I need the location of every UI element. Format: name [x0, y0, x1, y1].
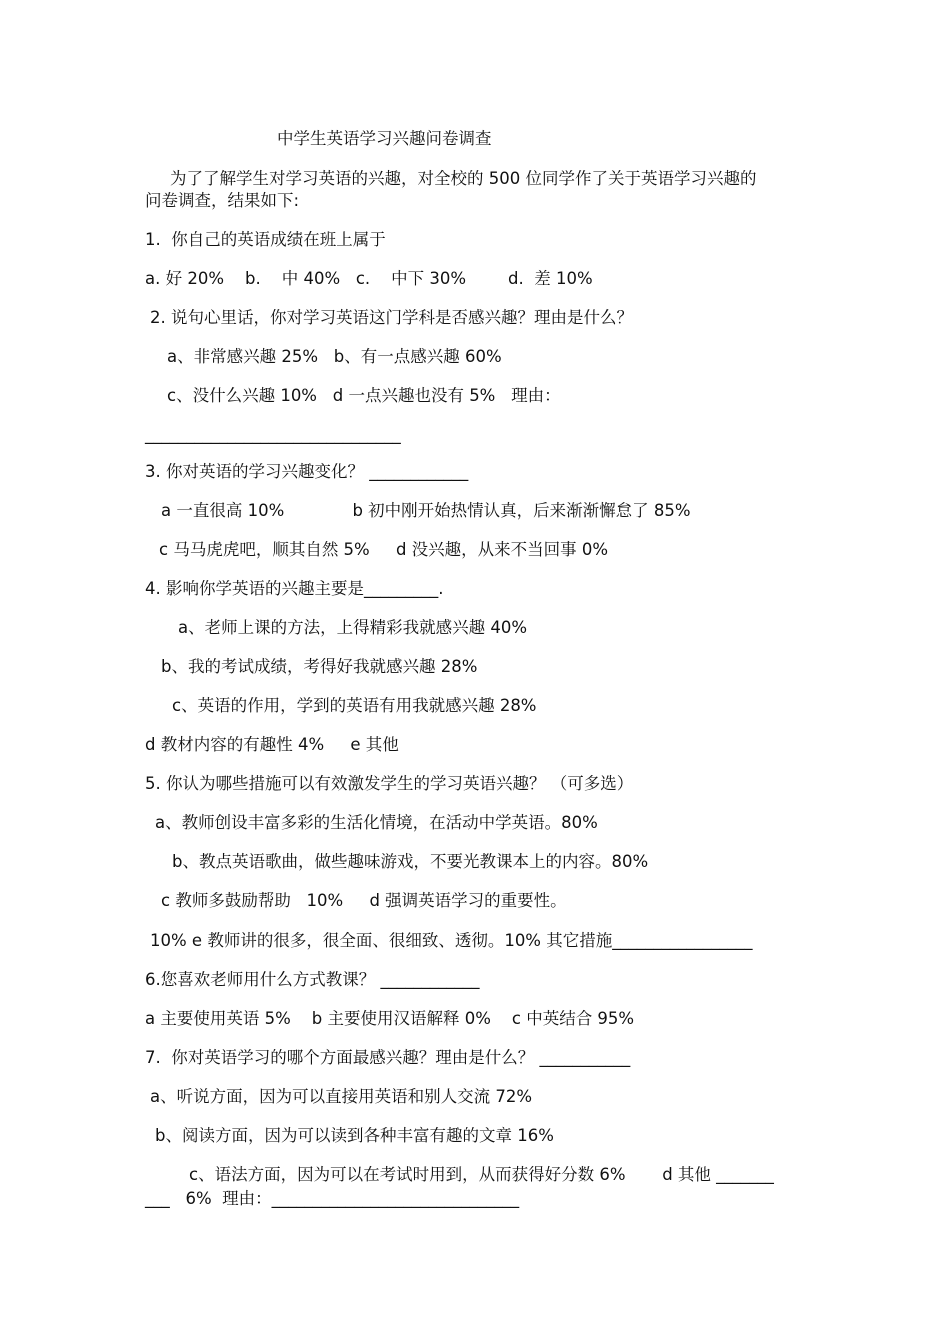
question-4-option-a: a、老师上课的方法，上得精彩我就感兴趣 40%: [178, 618, 528, 637]
question-1: 1. 你自己的英语成绩在班上属于: [145, 230, 386, 249]
question-4-option-c: c、英语的作用，学到的英语有用我就感兴趣 28%: [172, 696, 537, 715]
question-2: 2. 说句心里话，你对学习英语这门学科是否感兴趣？理由是什么？: [150, 308, 633, 327]
question-4-option-de: d 教材内容的有趣性 4% e 其他: [145, 735, 399, 754]
question-7-option-cd-line1: c、语法方面，因为可以在考试时用到，从而获得好分数 6% d 其他 _______: [189, 1165, 774, 1184]
document-title: 中学生英语学习兴趣问卷调查: [277, 129, 492, 148]
question-2-answer-blank: _______________________________: [145, 425, 401, 444]
question-5-option-a: a、教师创设丰富多彩的生活化情境，在活动中学英语。80%: [155, 813, 598, 832]
intro-text-line2: 问卷调查，结果如下:: [145, 191, 300, 210]
question-3-options-line1: a 一直很高 10% b 初中刚开始热情认真，后来渐渐懈怠了 85%: [161, 501, 691, 520]
intro-text-line1: 为了了解学生对学习英语的兴趣，对全校的 500 位同学作了关于英语学习兴趣的: [170, 169, 757, 188]
question-6-options: a 主要使用英语 5% b 主要使用汉语解释 0% c 中英结合 95%: [145, 1009, 635, 1028]
question-3-options-line2: c 马马虎虎吧，顺其自然 5% d 没兴趣，从来不当回事 0%: [159, 540, 609, 559]
question-5-option-b: b、教点英语歌曲，做些趣味游戏，不要光教课本上的内容。80%: [172, 852, 649, 871]
question-5: 5. 你认为哪些措施可以有效激发学生的学习英语兴趣？ （可多选）: [145, 774, 634, 793]
question-2-options-line1: a、非常感兴趣 25% b、有一点感兴趣 60%: [167, 347, 502, 366]
question-2-options-line2: c、没什么兴趣 10% d 一点兴趣也没有 5% 理由：: [167, 386, 561, 405]
question-1-options: a. 好 20% b. 中 40% c. 中下 30% d. 差 10%: [145, 269, 593, 288]
question-7-option-b: b、阅读方面，因为可以读到各种丰富有趣的文章 16%: [155, 1126, 554, 1145]
question-5-option-cd: c 教师多鼓励帮助 10% d 强调英语学习的重要性。: [161, 891, 567, 910]
question-5-option-e: 10% e 教师讲的很多，很全面、很细致、透彻。10% 其它措施_________________: [150, 931, 753, 950]
question-4-option-b: b、我的考试成绩，考得好我就感兴趣 28%: [161, 657, 478, 676]
question-7: 7. 你对英语学习的哪个方面最感兴趣？理由是什么？ ___________: [145, 1048, 631, 1067]
question-7-option-a: a、听说方面，因为可以直接用英语和别人交流 72%: [150, 1087, 533, 1106]
question-6: 6.您喜欢老师用什么方式教课？ ____________: [145, 970, 480, 989]
question-7-option-cd-line2: ___ 6% 理由：______________________________: [145, 1189, 520, 1208]
question-4: 4. 影响你学英语的兴趣主要是_________.: [145, 579, 444, 598]
question-3: 3. 你对英语的学习兴趣变化？ ____________: [145, 462, 469, 481]
